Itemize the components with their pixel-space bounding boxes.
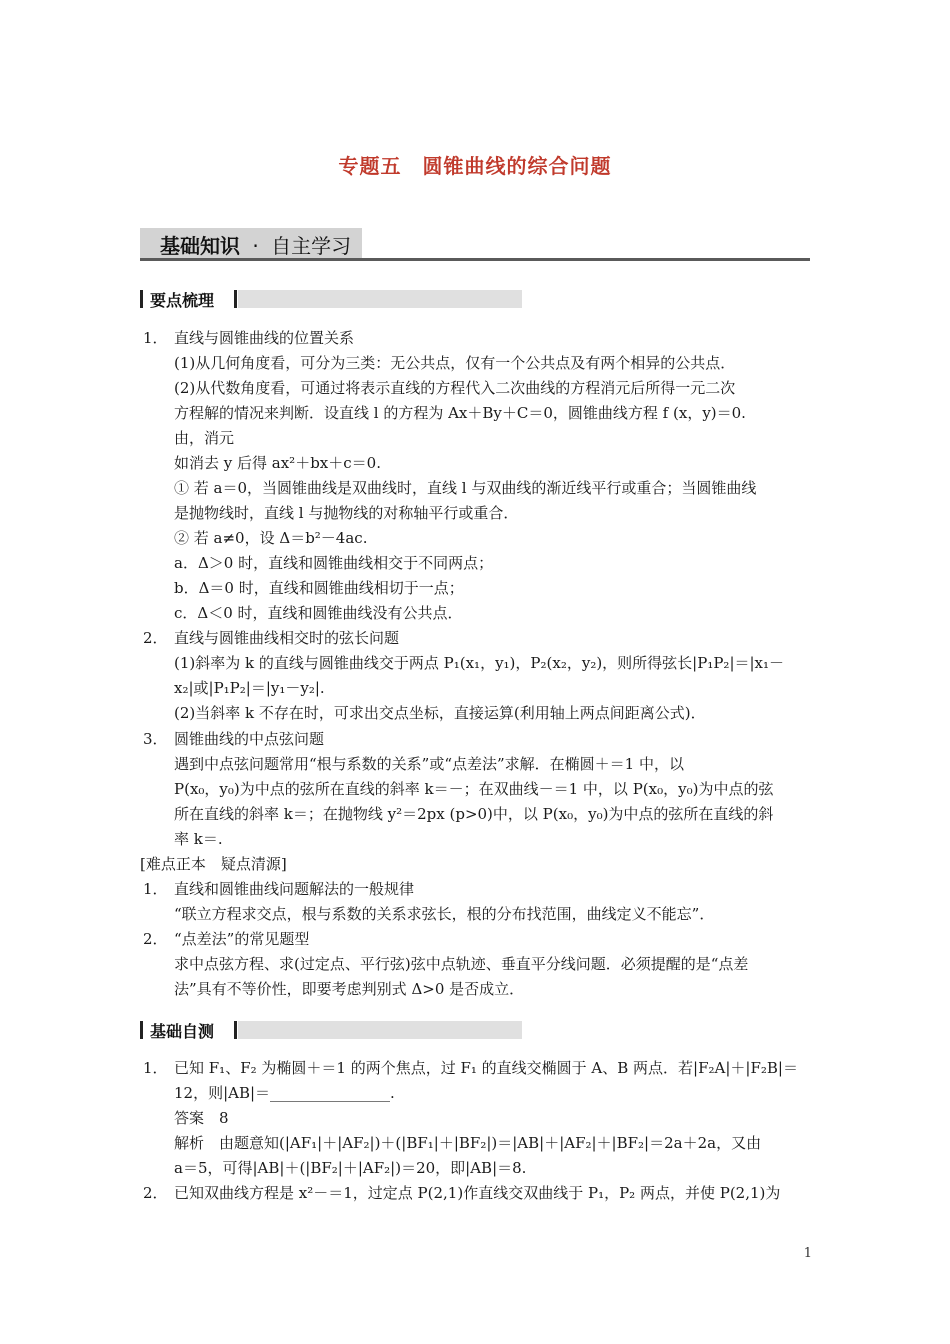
text-line: [难点正本 疑点清源] [140, 855, 287, 873]
text-line: 直线和圆锥曲线问题解法的一般规律 [174, 880, 415, 898]
text-line: P(x₀，y₀)为中点的弦所在直线的斜率 k＝－；在双曲线－＝1 中，以 P(x₀，y₀)为中点的弦 [174, 780, 774, 798]
text-line: ① 若 a＝0，当圆锥曲线是双曲线时，直线 l 与双曲线的渐近线平行或重合；当圆锥曲线 [174, 479, 757, 497]
text-line: “点差法”的常见题型 [174, 930, 310, 948]
text-line: 遇到中点弦问题常用“根与系数的关系”或“点差法”求解．在椭圆＋＝1 中，以 [174, 755, 684, 773]
header-bar-right [234, 1021, 237, 1039]
text-line: 答案 8 [174, 1109, 229, 1127]
text-line: 率 k＝. [174, 830, 223, 848]
item-number: 1． [143, 1059, 168, 1077]
header-shade [238, 290, 522, 308]
section-label: 要点梳理 [150, 291, 215, 310]
text-line: x₂|或|P₁P₂|＝|y₁－y₂|. [174, 679, 325, 697]
page-title: 专题五 圆锥曲线的综合问题 [338, 154, 612, 178]
text-line: 是抛物线时，直线 l 与抛物线的对称轴平行或重合． [174, 504, 519, 522]
text-line: 12，则|AB|＝________________. [174, 1084, 395, 1102]
item-number: 2． [143, 1184, 168, 1202]
text-line: 圆锥曲线的中点弦问题 [174, 730, 325, 748]
page-number: 1 [803, 1246, 812, 1261]
banner-rule [140, 258, 810, 261]
text-line: c．Δ＜0 时，直线和圆锥曲线没有公共点． [174, 604, 463, 622]
text-line: a．Δ＞0 时，直线和圆锥曲线相交于不同两点； [174, 554, 494, 572]
text-line: 直线与圆锥曲线的位置关系 [174, 329, 355, 347]
banner-rest: 自主学习 [271, 234, 352, 258]
text-line: 已知 F₁、F₂ 为椭圆＋＝1 的两个焦点，过 F₁ 的直线交椭圆于 A、B 两点．若|F₂A|＋|F₂B|＝ [174, 1059, 798, 1077]
item-number: 1． [143, 880, 168, 898]
text-line: “联立方程求交点，根与系数的关系求弦长，根的分布找范围，曲线定义不能忘”． [174, 905, 715, 923]
banner-text [160, 230, 351, 259]
text-line: a＝5，可得|AB|＋(|BF₂|＋|AF₂|)＝20，即|AB|＝8. [174, 1159, 527, 1177]
section-header-key-points [140, 290, 522, 308]
banner-dot: · [252, 234, 259, 258]
item-number: 3． [143, 730, 168, 748]
text-line: (1)斜率为 k 的直线与圆锥曲线交于两点 P₁(x₁，y₁)，P₂(x₂，y₂)，则所得弦长|P₁P₂|＝|x₁－ [174, 654, 785, 672]
item-number: 2． [143, 930, 168, 948]
text-line: 由，消元 [174, 429, 235, 447]
section-label: 基础自测 [150, 1022, 215, 1041]
banner-bold: 基础知识 [160, 234, 240, 258]
header-shade [238, 1021, 522, 1039]
header-bar-right [234, 290, 237, 308]
text-line: 如消去 y 后得 ax²＋bx＋c＝0. [174, 454, 381, 472]
text-line: 求中点弦方程、求(过定点、平行弦)弦中点轨迹、垂直平分线问题．必须提醒的是“点差 [174, 955, 749, 973]
text-line: (1)从几何角度看，可分为三类：无公共点，仅有一个公共点及有两个相异的公共点． [174, 354, 736, 372]
item-number: 2． [143, 629, 168, 647]
text-line: ② 若 a≠0，设 Δ＝b²－4ac. [174, 529, 368, 547]
text-line: (2)当斜率 k 不存在时，可求出交点坐标，直接运算(利用轴上两点间距离公式)． [174, 704, 706, 722]
header-bar-left [140, 290, 143, 308]
text-line: 已知双曲线方程是 x²－＝1，过定点 P(2,1)作直线交双曲线于 P₁，P₂ 两点，并使 P(2,1)为 [174, 1184, 781, 1202]
text-line: 所在直线的斜率 k＝；在抛物线 y²＝2px (p>0)中，以 P(x₀，y₀)为中点的弦所在直线的斜 [174, 805, 774, 823]
text-line: 解析 由题意知(|AF₁|＋|AF₂|)＋(|BF₁|＋|BF₂|)＝|AB|＋|AF₂|＋|BF₂|＝2a＋2a，又由 [174, 1134, 762, 1152]
text-line: 直线与圆锥曲线相交时的弦长问题 [174, 629, 400, 647]
text-line: 法”具有不等价性，即要考虑判别式 Δ>0 是否成立． [174, 980, 525, 998]
text-line: b．Δ＝0 时，直线和圆锥曲线相切于一点； [174, 579, 464, 597]
item-number: 1． [143, 329, 168, 347]
text-line: (2)从代数角度看，可通过将表示直线的方程代入二次曲线的方程消元后所得一元二次 [174, 379, 736, 397]
section-header-self-test [140, 1021, 522, 1039]
section-banner [140, 222, 810, 262]
header-bar-left [140, 1021, 143, 1039]
text-line: 方程解的情况来判断．设直线 l 的方程为 Ax＋By＋C＝0，圆锥曲线方程 f (x，y)＝0. [174, 404, 746, 422]
